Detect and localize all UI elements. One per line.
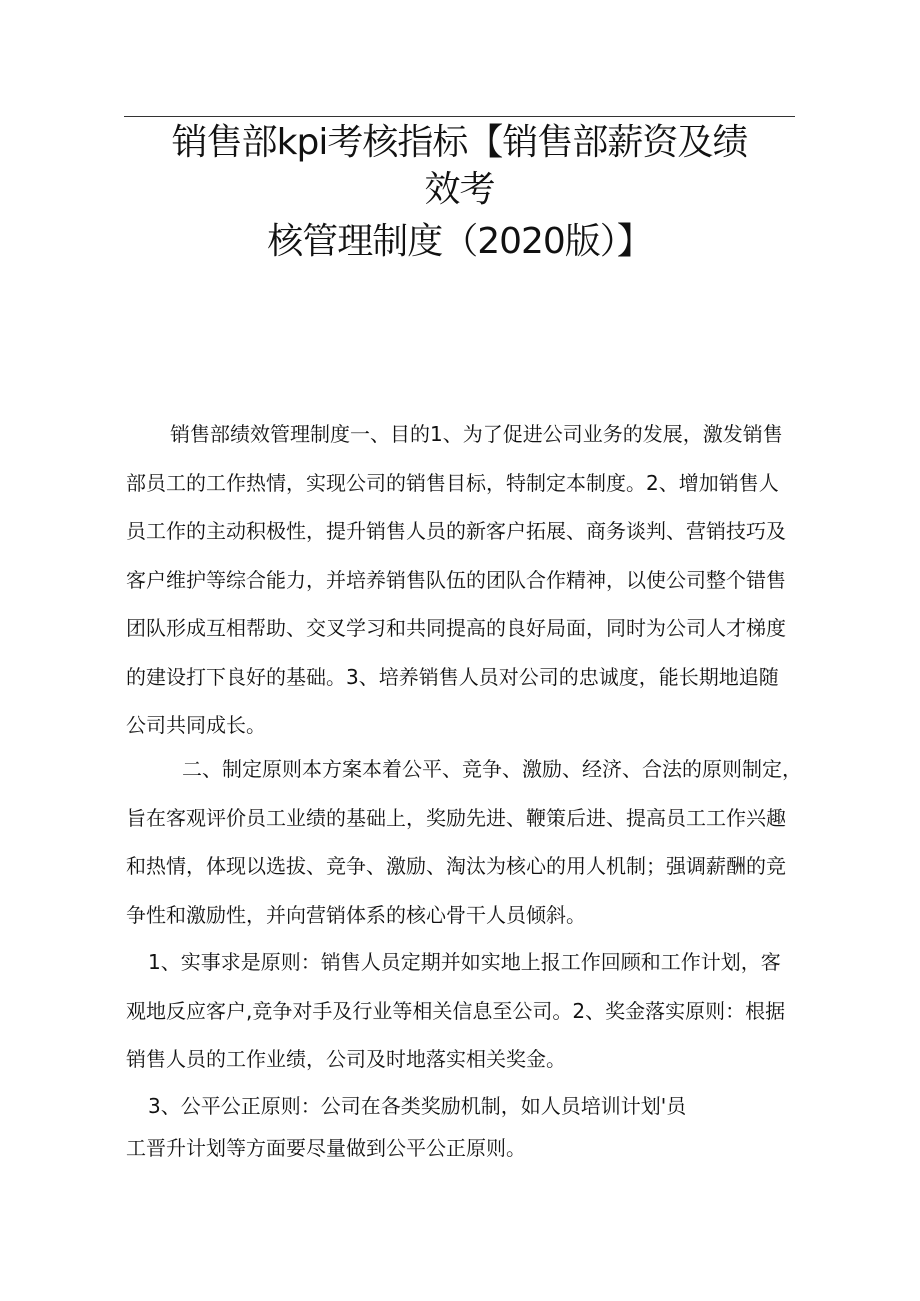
paragraph-line: 1、实事求是原则：销售人员定期并如实地上报工作回顾和工作计划，客 [148,950,781,974]
paragraph-line: 公司共同成长。 [126,713,266,737]
paragraph-fairness [126,1085,798,1169]
paragraph-line: 团队形成互相帮助、交叉学习和共同提高的良好局面，同时为公司人才梯度 [126,616,786,640]
paragraph-principles [126,745,802,939]
paragraph-line: 二、制定原则本方案本着公平、竞争、激励、经济、合法的原则制定， [182,757,802,781]
paragraph-line: 3、公平公正原则：公司在各类奖励机制，如人员培训计划'员 [148,1094,687,1118]
paragraph-line: 争性和激励性，并向营销体系的核心骨干人员倾斜。 [126,902,586,927]
title-line-3: 核管理制度（2020版）】 [267,221,652,262]
paragraph-line: 的建设打下良好的基础。3、培养销售人员对公司的忠诚度，能长期地追随 [126,664,779,689]
paragraph-line: 员工作的主动积极性，提升销售人员的新客户拓展、商务谈判、营销技巧及 [126,519,786,543]
title-line-2: 效考 [424,169,495,210]
paragraph-principle-items [126,938,798,1084]
top-rule [124,116,795,117]
paragraph-line: 旨在客观评价员工业绩的基础上，奖励先进、鞭策后进、提高员工工作兴趣 [126,805,786,830]
paragraph-line: 销售人员的工作业绩，公司及时地落实相关奖金。 [126,1047,566,1071]
paragraph-line: 销售部绩效管理制度一、目的1、为了促进公司业务的发展，激发销售 [170,422,783,446]
paragraph-purpose [126,410,798,750]
paragraph-line: 工晋升计划等方面要尽量做到公平公正原则。 [126,1136,526,1160]
paragraph-line: 客户维护等综合能力，并培养销售队伍的团队合作精神，以使公司整个错售 [126,567,786,592]
paragraph-line: 部员工的工作热情，实现公司的销售目标，特制定本制度。2、增加销售人 [126,470,779,495]
paragraph-line: 和热情，体现以选拔、竞争、激励、淘汰为核心的用人机制；强调薪酬的竞 [126,854,786,878]
paragraph-line: 观地反应客户,竞争对手及行业等相关信息至公司。2、奖金落实原则：根据 [126,998,786,1023]
title-line-1: 销售部kpi考核指标【销售部薪资及绩 [171,122,748,163]
